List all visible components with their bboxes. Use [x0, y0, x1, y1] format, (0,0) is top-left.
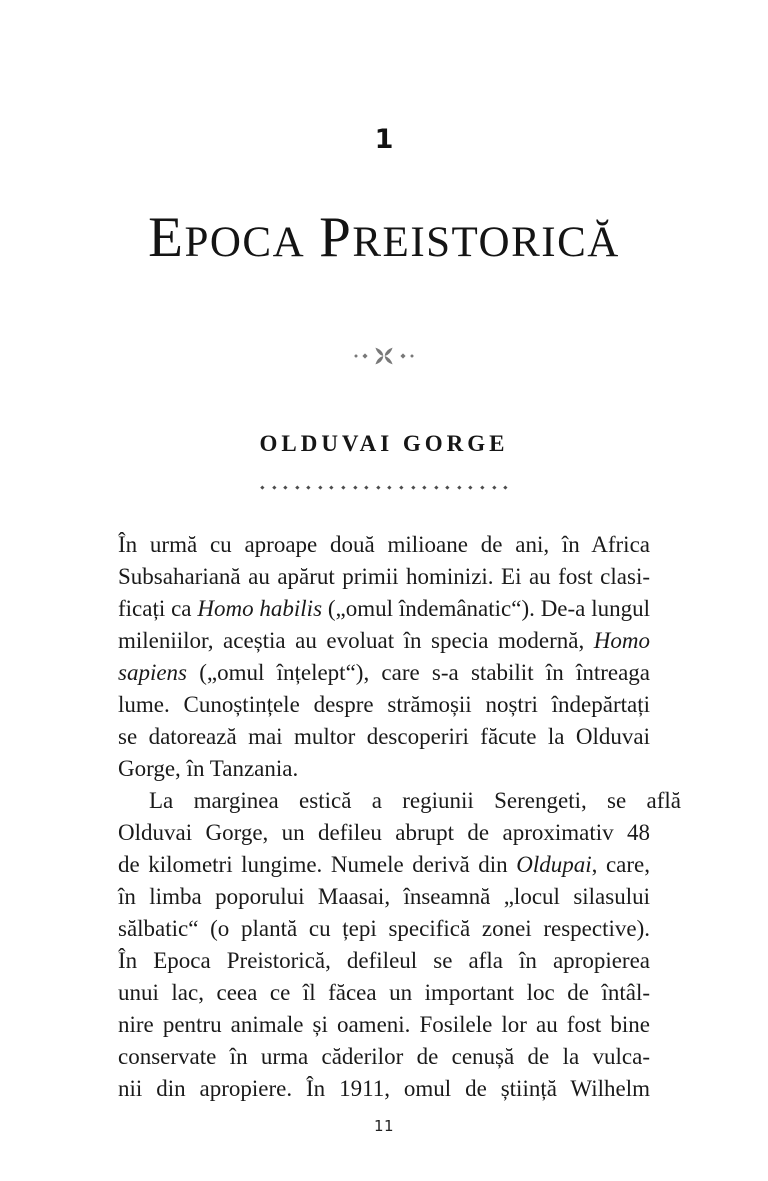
- chapter-title: [0, 206, 768, 280]
- italic-text: Oldupai: [516, 852, 592, 877]
- text-segment: ficați ca: [118, 596, 198, 621]
- text-segment: Olduvai Gorge, un defileu abrupt de aproximativ 48: [118, 820, 650, 845]
- separator-dot: [272, 485, 276, 489]
- text-segment: Gorge, în Tanzania.: [118, 756, 299, 781]
- separator-dot: [504, 485, 508, 489]
- text-line: [118, 785, 681, 817]
- text-segment: La marginea estică a regiunii Serengeti, se află: [149, 788, 681, 813]
- text-line: [118, 721, 650, 753]
- text-line: [118, 977, 650, 1009]
- paragraph: [118, 785, 681, 1105]
- body-text: [118, 529, 681, 1105]
- page-number: 11: [373, 1117, 395, 1135]
- text-line: [118, 625, 650, 657]
- separator-dot: [365, 485, 369, 489]
- text-line: [118, 657, 650, 689]
- separator-dot: [376, 485, 380, 489]
- title-lead-letter: P: [319, 206, 353, 269]
- separator-dot: [260, 485, 264, 489]
- text-line: [118, 753, 650, 785]
- title-small-caps: POCA: [184, 219, 306, 266]
- separator-dot: [388, 485, 392, 489]
- separator-dot: [399, 485, 403, 489]
- text-line: [118, 945, 650, 977]
- text-segment: în limba poporului Maasai, înseamnă „locul silasului: [118, 884, 650, 909]
- text-segment: („omul înțelept“), care s-a stabilit în întreaga: [187, 660, 650, 685]
- separator-dot: [284, 485, 288, 489]
- section-heading: OLDUVAI GORGE: [259, 431, 509, 456]
- separator-dot: [434, 485, 438, 489]
- text-segment: („omul îndemânatic“). De-a lungul: [322, 596, 650, 621]
- separator-dot: [318, 485, 322, 489]
- text-segment: mileniilor, aceștia au evoluat în specia modernă,: [118, 628, 594, 653]
- separator-dot: [446, 485, 450, 489]
- text-line: [118, 593, 650, 625]
- text-segment: de kilometri lungime. Numele derivă din: [118, 852, 517, 877]
- paragraph: [118, 529, 650, 785]
- text-segment: conservate în urma căderilor de cenușă de la vulca-: [118, 1044, 650, 1069]
- text-line: [118, 561, 650, 593]
- text-segment: sălbatic“ (o plantă cu țepi specifică zonei respective).: [118, 916, 650, 941]
- text-line: [118, 913, 650, 945]
- text-segment: , care,: [591, 852, 650, 877]
- dotted-separator: [261, 485, 507, 489]
- ornament-row: [0, 346, 768, 368]
- separator-dot: [341, 485, 345, 489]
- separator-dot: [411, 485, 415, 489]
- title-lead-letter: E: [148, 206, 185, 269]
- separator-dot: [457, 485, 461, 489]
- separator-dot: [353, 485, 357, 489]
- text-line: [118, 529, 650, 561]
- text-segment: nire pentru animale și oameni. Fosilele lor au fost bine: [118, 1012, 650, 1037]
- separator-dot: [330, 485, 334, 489]
- text-line: [118, 849, 650, 881]
- separator-dot: [469, 485, 473, 489]
- separator-dot: [423, 485, 427, 489]
- separator-dot: [307, 485, 311, 489]
- text-segment: În Epoca Preistorică, defileul se afla în apropierea: [118, 948, 650, 973]
- text-line: [118, 817, 650, 849]
- separator-dot: [295, 485, 299, 489]
- text-segment: se datorează mai multor descoperiri făcute la Olduvai: [118, 724, 650, 749]
- italic-text: Homo habilis: [197, 596, 323, 621]
- text-line: [118, 1041, 650, 1073]
- text-line: [118, 689, 650, 721]
- italic-text: sapiens: [118, 660, 187, 685]
- title-small-caps: REISTORICĂ: [352, 219, 620, 266]
- text-segment: Subsahariană au apărut primii hominizi. Ei au fost clasi-: [118, 564, 650, 589]
- italic-text: Homo: [593, 628, 650, 653]
- chapter-number: 1: [374, 124, 394, 155]
- text-line: [118, 881, 650, 913]
- separator-dot: [480, 485, 484, 489]
- text-line: [118, 1009, 650, 1041]
- separator-dot: [492, 485, 496, 489]
- text-segment: lume. Cunoștințele despre strămoșii noștri îndepărtați: [118, 692, 650, 717]
- text-segment: În urmă cu aproape două milioane de ani, în Africa: [118, 532, 650, 557]
- text-segment: nii din apropiere. În 1911, omul de știință Wilhelm: [118, 1076, 650, 1101]
- fleuron-ornament-icon: [349, 346, 419, 366]
- text-line: [118, 1073, 650, 1105]
- text-segment: unui lac, ceea ce îl făcea un important loc de întâl-: [118, 980, 650, 1005]
